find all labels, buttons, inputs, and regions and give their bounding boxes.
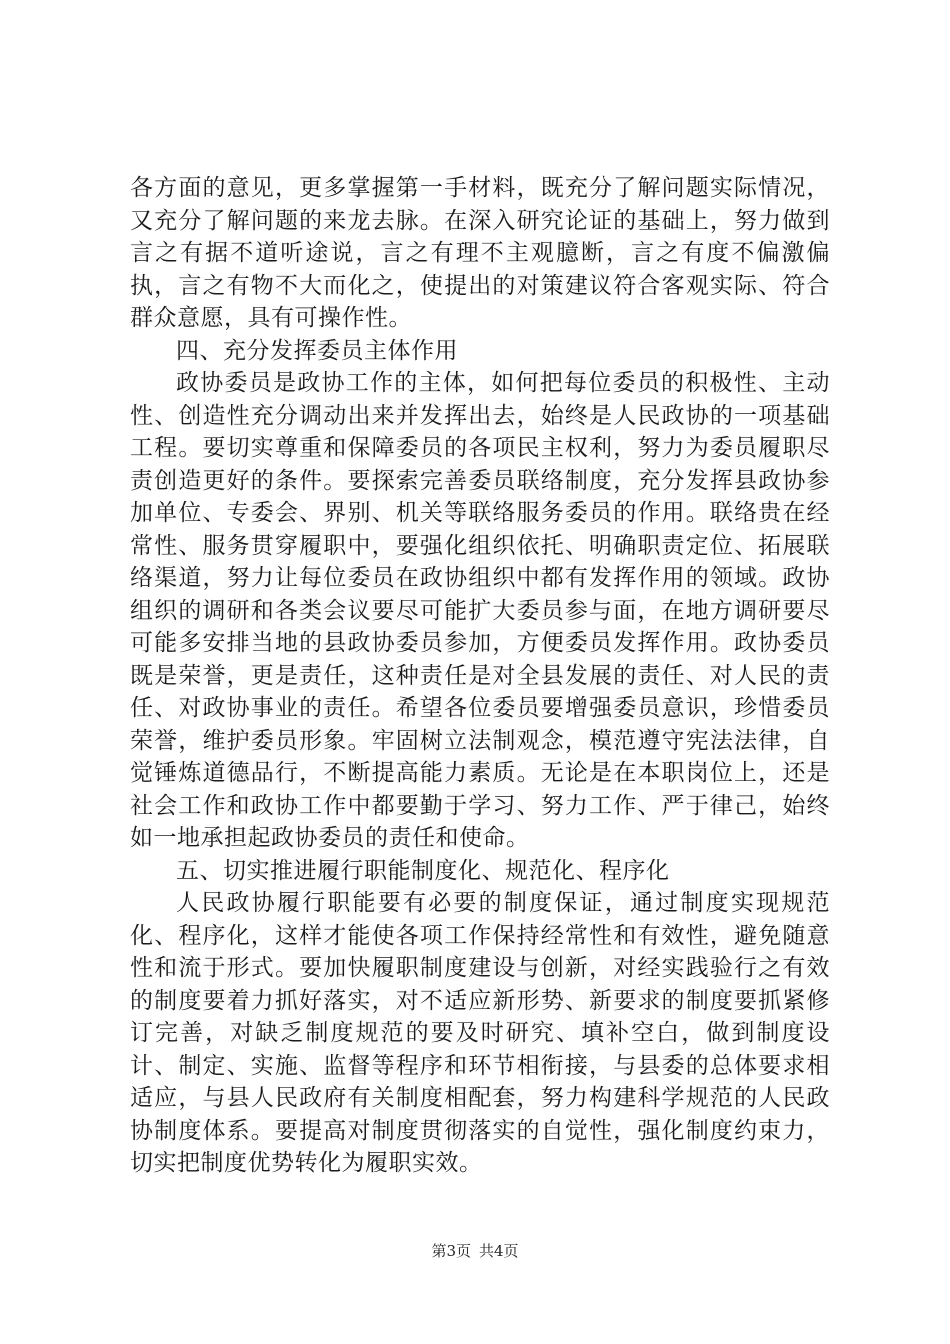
paragraph-section-5: 人民政协履行职能要有必要的制度保证，通过制度实现规范化、程序化，这样才能使各项工作保持经常性和有效性，避免随意性和流于形式。要加快履职制度建设与创新，对经实践验行之有效的制度要着力抓好落实，对不适应新形势、新要求的制度要抓紧修订完善，对缺乏制度规范的要及时研究、填补空白，做到制度设计、制定、实施、监督等程序和环节相衔接，与县委的总体要求相适应，与县人民政府有关制度相配套，努力构建科学规范的人民政协制度体系。要提高对制度贯彻落实的自觉性，强化制度约束力，切实把制度优势转化为履职实效。 bbox=[130, 890, 830, 1176]
paragraph-continued: 各方面的意见，更多掌握第一手材料，既充分了解问题实际情况，又充分了解问题的来龙去脉。在深入研究论证的基础上，努力做到言之有据不道听途说，言之有理不主观臆断，言之有度不偏激偏执，言之有物不大而化之，使提出的对策建议符合客观实际、符合群众意愿，具有可操作性。 bbox=[130, 175, 830, 331]
document-body bbox=[130, 172, 830, 1180]
section-heading-4: 四、充分发挥委员主体作用 bbox=[176, 337, 458, 364]
page-number: 第3页 bbox=[431, 1242, 471, 1260]
page-total: 共4页 bbox=[479, 1242, 519, 1260]
section-heading-5: 五、切实推进履行职能制度化、规范化、程序化 bbox=[176, 857, 670, 884]
page-footer bbox=[0, 1240, 950, 1261]
paragraph-section-4: 政协委员是政协工作的主体，如何把每位委员的积极性、主动性、创造性充分调动出来并发挥出去，始终是人民政协的一项基础工程。要切实尊重和保障委员的各项民主权利，努力为委员履职尽责创造更好的条件。要探索完善委员联络制度，充分发挥县政协参加单位、专委会、界别、机关等联络服务委员的作用。联络贵在经常性、服务贯穿履职中，要强化组织依托、明确职责定位、拓展联络渠道，努力让每位委员在政协组织中都有发挥作用的领域。政协组织的调研和各类会议要尽可能扩大委员参与面，在地方调研要尽可能多安排当地的县政协委员参加，方便委员发挥作用。政协委员既是荣誉，更是责任，这种责任是对全县发展的责任、对人民的责任、对政协事业的责任。希望各位委员要增强委员意识，珍惜委员荣誉，维护委员形象。牢固树立法制观念，模范遵守宪法法律，自觉锤炼道德品行，不断提高能力素质。无论是在本职岗位上，还是社会工作和政协工作中都要勤于学习、努力工作、严于律己，始终如一地承担起政协委员的责任和使命。 bbox=[130, 370, 830, 851]
